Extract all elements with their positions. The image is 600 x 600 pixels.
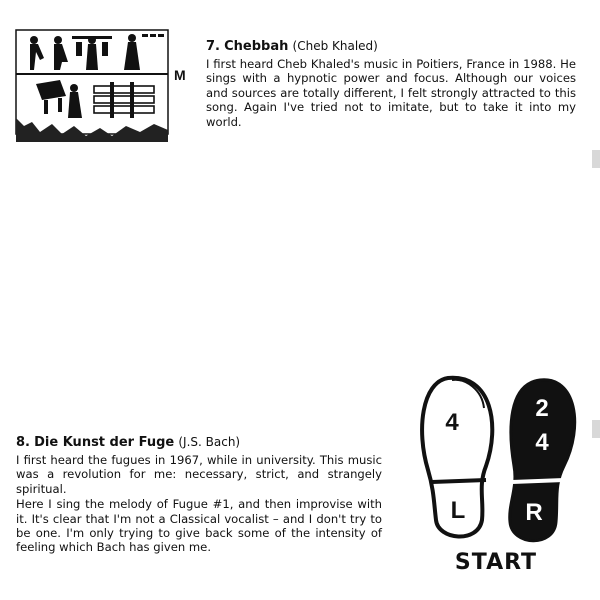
track-8-title: Die Kunst der Fuge — [34, 435, 175, 450]
right-foot-count-bottom: 4 — [535, 429, 549, 456]
left-foot-letter: L — [450, 497, 466, 524]
track-7-number: 7. — [206, 39, 220, 54]
track-7-heading — [206, 38, 576, 55]
left-foot-count: 4 — [445, 409, 459, 436]
track-7-section — [206, 38, 576, 129]
edge-mark — [592, 420, 600, 438]
track-8-section — [16, 434, 382, 556]
egyptian-illustration — [14, 26, 190, 142]
illustration-corner-letter: M — [174, 67, 186, 83]
track-8-artist: (J.S. Bach) — [178, 435, 241, 449]
edge-mark — [592, 150, 600, 168]
track-7-title: Chebbah — [224, 39, 289, 54]
right-foot-count-top: 2 — [535, 395, 549, 422]
track-8-paragraph-2: Here I sing the melody of Fugue #1, and then improvise with it. It's clear that I'm not a Classical vocalist – and I don't try to be one. I'm only trying to give back some of the intensity of feeling which Bach has given me. — [16, 497, 382, 555]
right-foot-letter: R — [525, 499, 543, 526]
start-label: START — [454, 550, 538, 575]
track-8-heading — [16, 434, 382, 451]
track-8-paragraph-1: I first heard the fugues in 1967, while in university. This music was a revolution for me: necessary, strict, and strangely spiritual. — [16, 453, 382, 496]
track-7-artist: (Cheb Khaled) — [292, 39, 378, 53]
track-8-number: 8. — [16, 435, 30, 450]
track-7-description: I first heard Cheb Khaled's music in Poitiers, France in 1988. He sings with a hypnotic power and focus. Although our voices and sources are totally different, I felt strongly attracted to this song. Again I've tried not to imitate, but to take it into my world. — [206, 57, 576, 129]
